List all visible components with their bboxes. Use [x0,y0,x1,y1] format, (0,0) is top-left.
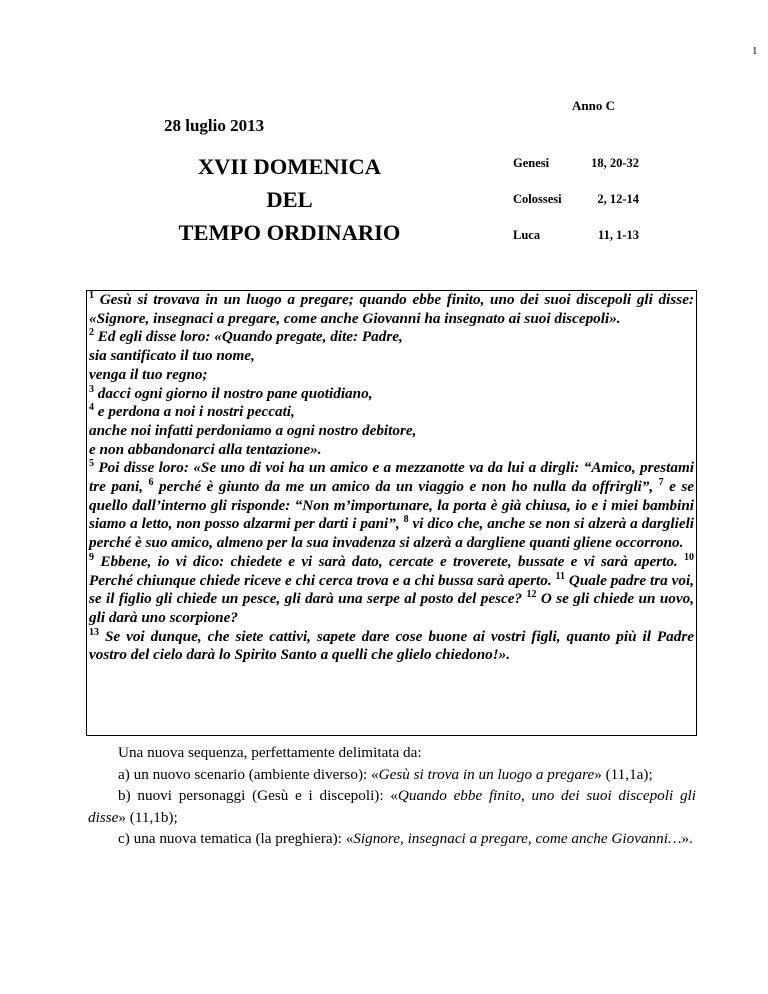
verse-number: 1 [89,290,94,301]
verse-text: e se quello dall’interno gli risponde: “Non m’importunare, la porta è già chiusa, io e i miei bambini siamo a letto, non posso alzarmi per darti i pani”, [89,478,694,533]
verse-number: 10 [684,551,695,563]
verse-number: 4 [89,402,94,414]
verse-text: Ebbene, io vi dico: chiedete e vi sarà dato, cercate e troverete, bussate e vi sarà aperto. [100,552,678,570]
verse-text: Perché chiunque chiede riceve e chi cerca trova e a chi bussa sarà aperto. [89,571,552,589]
commentary-point-b [88,785,696,828]
point-ref: » (11,1a); [594,765,653,783]
point-text: b) nuovi personaggi (Gesù e i discepoli): « [118,787,398,804]
verse-number: 5 [89,458,94,470]
verse-line: sia santificato il tuo nome, [89,347,255,365]
point-ref: ». [681,830,693,847]
reading-book: Genesi [513,156,550,170]
verse-text: Quale padre tra voi, se il figlio gli chiede un pesce, gli darà una serpe al posto del pesce? [89,571,694,608]
commentary-point-c [88,828,696,850]
verse-number: 7 [658,477,664,489]
gospel-passage [89,291,694,665]
verse-line: anche noi infatti perdoniamo a ogni nostro debitore, [89,421,417,439]
point-text: c) una nuova tematica (la preghiera): « [118,830,354,847]
verse-number: 9 [89,551,94,563]
verse-text: Gesù si trovava in un luogo a pregare; quando ebbe finito, uno dei suoi discepoli gli disse: «Signore, insegnaci a pregare, come anche Giovanni ha insegnato ai suoi discepoli». [89,291,694,327]
verse-paragraph [89,628,694,665]
verse-number: 2 [89,327,94,339]
date: 28 luglio 2013 [164,116,265,135]
point-quote: Gesù si trova in un luogo a pregare [378,765,595,783]
title-line: XVII DOMENICA [197,154,382,179]
reading-ref: 2, 12-14 [597,192,639,206]
verse-text: Ed egli disse loro: «Quando pregate, dite: Padre, [97,328,403,346]
point-quote: Signore, insegnaci a pregare, come anche Giovanni… [353,830,682,847]
verse-text: perché è giunto da me un amico da un viaggio e non ho nulla da offrirgli”, [158,478,654,496]
verse-text: vi dico che, anche se non si alzerà a darglieli perché è suo amico, almeno per la sua invadenza si alzerà a dargliene quanti gliene occorrono. [89,515,695,552]
verse-paragraph [89,553,694,628]
commentary-intro: Una nuova sequenza, perfettamente delimitata da: [118,744,422,761]
verse-line: venga il tuo regno; [89,365,208,383]
verse-text: Se voi dunque, che siete cattivi, sapete dare cose buone ai vostri figli, quanto più il Padre vostro del cielo darà lo Spirito Santo a quelli che glielo chiedono!». [89,627,694,664]
verse-number: 13 [89,626,99,638]
verse-line: e non abbandonarci alla tentazione». [89,440,322,458]
page-title [112,150,467,249]
verse-text: e perdona a noi i nostri peccati, [97,403,295,421]
verse-text: O se gli chiede un uovo, gli darà uno scorpione? [89,590,695,626]
verse-paragraph [89,328,694,347]
verse-paragraph [89,291,694,328]
verse-number: 3 [89,383,94,395]
verse-number: 8 [403,514,409,526]
verse-number: 11 [555,570,565,582]
page-number: 1 [752,45,758,57]
reading-ref: 18, 20-32 [591,156,639,170]
point-ref: » (11,1b); [118,808,178,826]
reading-book: Luca [513,228,541,242]
title-line: TEMPO ORDINARIO [178,220,401,245]
reading-ref: 11, 1-13 [598,228,639,242]
commentary [88,742,696,850]
title-line: DEL [266,187,313,212]
verse-text: Poi disse loro: «Se uno di voi ha un amico e a mezzanotte va da lui a dirgli: “Amico, prestami tre pani, [89,459,694,496]
verse-number: 12 [526,589,537,601]
reading-book: Colossesi [513,192,562,206]
verse-paragraph [89,403,694,422]
verse-paragraph [89,459,694,553]
commentary-point-a [88,764,696,786]
point-text: a) un nuovo scenario (ambiente diverso): « [118,765,379,783]
liturgical-year: Anno C [572,98,615,113]
verse-paragraph [89,385,694,404]
point-quote: Quando ebbe finito, uno dei suoi discepoli gli disse [88,787,696,826]
verse-number: 6 [148,477,154,489]
verse-text: dacci ogni giorno il nostro pane quotidiano, [97,384,373,402]
